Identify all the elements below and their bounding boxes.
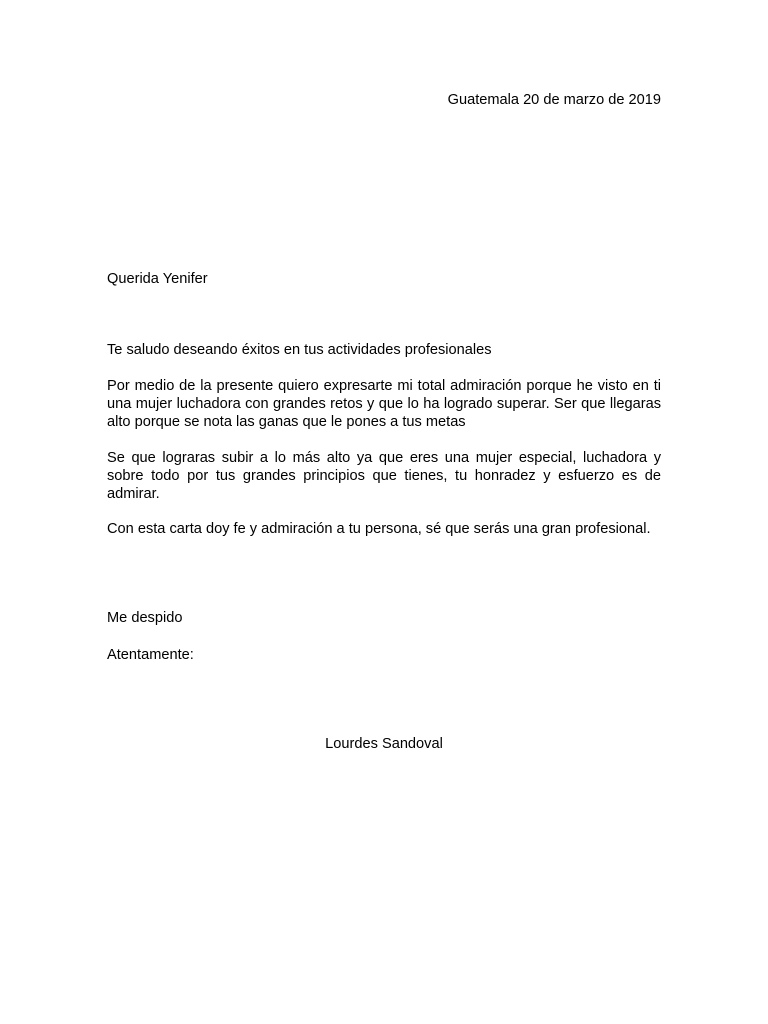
letter-paragraph: Se que lograras subir a lo más alto ya que eres una mujer especial, luchadora y sobre todo por tus grandes principios que tienes, tu honradez y esfuerzo es de admirar. bbox=[107, 450, 661, 502]
letter-paragraph: Con esta carta doy fe y admiración a tu persona, sé que serás una gran profesional. bbox=[107, 521, 651, 537]
letter-date: Guatemala 20 de marzo de 2019 bbox=[447, 92, 661, 108]
letter-closing: Atentamente: bbox=[107, 647, 194, 663]
letter-paragraph: Por medio de la presente quiero expresarte mi total admiración porque he visto en ti una mujer luchadora con grandes retos y que lo ha logrado superar. Ser que llegaras alto porque se nota las ganas que le pones a tus metas bbox=[107, 378, 661, 430]
letter-farewell: Me despido bbox=[107, 610, 183, 626]
letter-paragraph: Te saludo deseando éxitos en tus actividades profesionales bbox=[107, 342, 492, 358]
letter-signature: Lourdes Sandoval bbox=[325, 736, 443, 752]
letter-greeting: Querida Yenifer bbox=[107, 271, 208, 287]
